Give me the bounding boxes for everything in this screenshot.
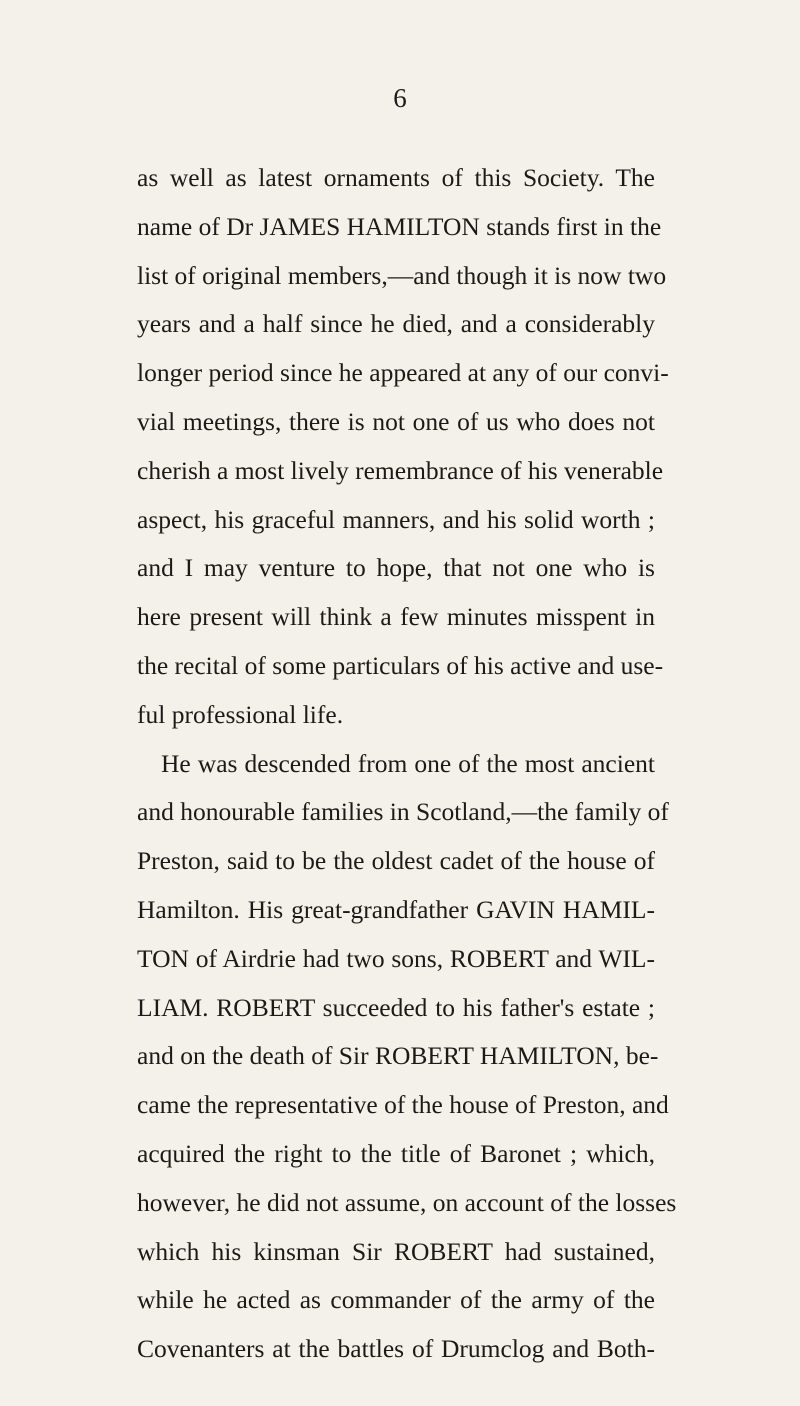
text-line: vial meetings, there is not one of us who does not [137,406,655,436]
text-line: Preston, said to be the oldest cadet of the house of [137,846,655,876]
text-line: list of original members,—and though it is now two [137,260,667,290]
text-line: here present will think a few minutes misspent in [137,602,655,632]
text-line: aspect, his graceful manners, and his solid worth ; [137,504,655,534]
page-number: 6 [393,83,407,113]
text-line: and I may venture to hope, that not one who is [137,553,655,583]
body-text [137,154,677,1374]
text-line: as well as latest ornaments of this Society. The [137,163,655,192]
text-line: which his kinsman Sir ROBERT had sustained, [137,1236,655,1266]
text-line: while he acted as commander of the army of the [137,1285,655,1315]
text-line: He was descended from one of the most ancient [161,748,655,778]
text-line: however, he did not assume, on account of the losses [137,1187,677,1217]
text-line: longer period since he appeared at any of our convi- [137,358,669,388]
text-line: came the representative of the house of Preston, and [137,1090,669,1120]
text-line: cherish a most lively remembrance of his venerable [137,455,664,485]
text-line: and honourable families in Scotland,—the family of [137,797,669,827]
text-line: LIAM. ROBERT succeeded to his father's estate ; [137,992,655,1022]
text-line: acquired the right to the title of Baronet ; which, [137,1138,655,1168]
text-line: ful professional life. [137,699,344,729]
text-line: Hamilton. His great-grandfather GAVIN HAMIL- [137,894,655,924]
text-line: the recital of some particulars of his active and use- [137,650,664,680]
text-line: TON of Airdrie had two sons, ROBERT and WIL- [137,943,655,973]
text-line: Covenanters at the battles of Drumclog and Both- [137,1334,655,1364]
text-line: and on the death of Sir ROBERT HAMILTON, be- [137,1041,659,1071]
text-line: years and a half since he died, and a considerably [137,309,655,339]
text-line: name of Dr JAMES HAMILTON stands first in the [137,211,662,241]
